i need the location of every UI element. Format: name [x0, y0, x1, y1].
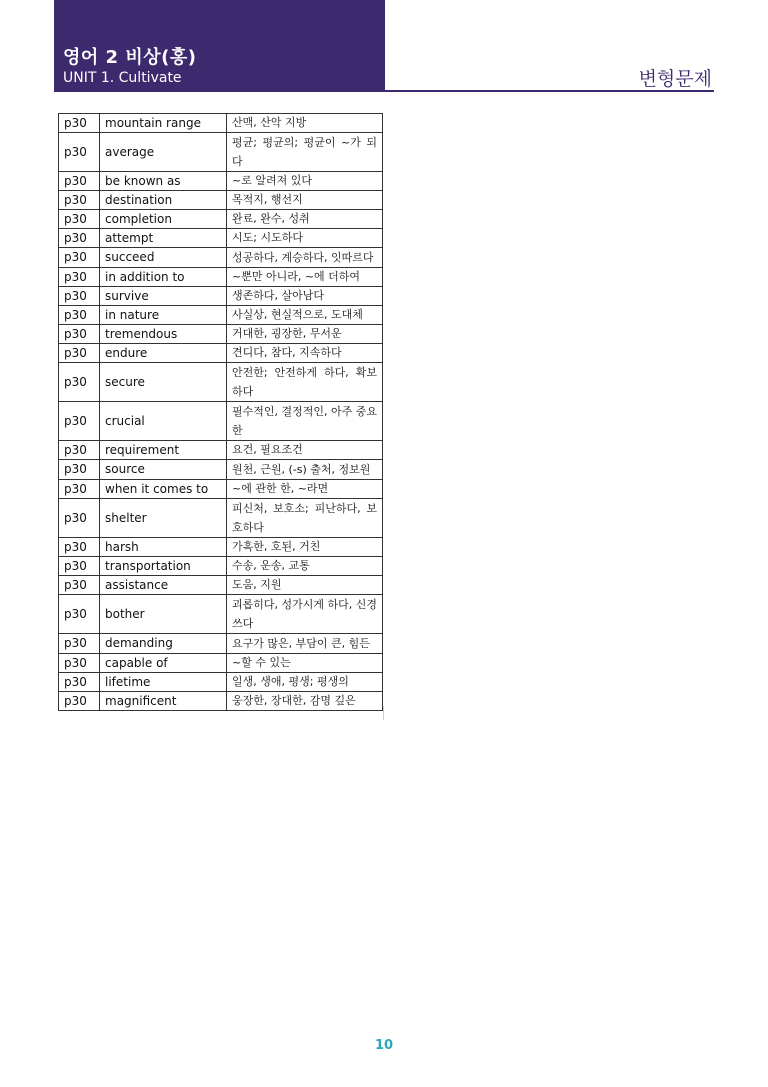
page-cell: p30: [59, 538, 100, 557]
meaning-cell: 도움, 지원: [227, 576, 383, 595]
page-cell: p30: [59, 172, 100, 191]
meaning-cell: ~할 수 있는: [227, 654, 383, 673]
word-cell: destination: [100, 191, 227, 210]
meaning-cell: 요건, 필요조건: [227, 441, 383, 460]
page-cell: p30: [59, 595, 100, 634]
page-cell: p30: [59, 363, 100, 402]
table-row: [59, 557, 383, 576]
page-cell: p30: [59, 634, 100, 654]
meaning-cell: ~로 알려져 있다: [227, 172, 383, 191]
table-row: [59, 114, 383, 133]
page-cell: p30: [59, 576, 100, 595]
meaning-cell: 안전한; 안전하게 하다, 확보하다: [227, 363, 383, 402]
word-cell: bother: [100, 595, 227, 634]
meaning-cell: ~뿐만 아니라, ~에 더하여: [227, 268, 383, 287]
word-cell: endure: [100, 344, 227, 363]
page-cell: p30: [59, 248, 100, 268]
word-cell: source: [100, 460, 227, 480]
table-row: [59, 654, 383, 673]
meaning-cell: 완료, 완수, 성취: [227, 210, 383, 229]
table-row: [59, 325, 383, 344]
table-row: [59, 538, 383, 557]
word-cell: assistance: [100, 576, 227, 595]
word-cell: harsh: [100, 538, 227, 557]
table-row: [59, 499, 383, 538]
table-row: [59, 268, 383, 287]
meaning-cell: 평균; 평균의; 평균이 ~가 되다: [227, 133, 383, 172]
table-row: [59, 306, 383, 325]
meaning-cell: 사실상, 현실적으로, 도대체: [227, 306, 383, 325]
meaning-cell: ~에 관한 한, ~라면: [227, 480, 383, 499]
table-row: [59, 191, 383, 210]
page-cell: p30: [59, 114, 100, 133]
meaning-cell: 가혹한, 호된, 거친: [227, 538, 383, 557]
meaning-cell: 괴롭히다, 성가시게 하다, 신경 쓰다: [227, 595, 383, 634]
table-row: [59, 287, 383, 306]
page-cell: p30: [59, 268, 100, 287]
page-cell: p30: [59, 344, 100, 363]
word-cell: lifetime: [100, 673, 227, 692]
table-row: [59, 248, 383, 268]
table-row: [59, 480, 383, 499]
page-cell: p30: [59, 229, 100, 248]
page-cell: p30: [59, 460, 100, 480]
word-cell: in addition to: [100, 268, 227, 287]
meaning-cell: 피신처, 보호소; 피난하다, 보호하다: [227, 499, 383, 538]
word-cell: in nature: [100, 306, 227, 325]
meaning-cell: 수송, 운송, 교통: [227, 557, 383, 576]
table-row: [59, 692, 383, 711]
word-cell: transportation: [100, 557, 227, 576]
page-cell: p30: [59, 557, 100, 576]
word-cell: crucial: [100, 402, 227, 441]
word-cell: shelter: [100, 499, 227, 538]
page-title: 영어 2 비상(홍): [63, 47, 197, 68]
table-row: [59, 210, 383, 229]
word-cell: when it comes to: [100, 480, 227, 499]
word-cell: secure: [100, 363, 227, 402]
page-cell: p30: [59, 692, 100, 711]
word-cell: average: [100, 133, 227, 172]
meaning-cell: 요구가 많은, 부담이 큰, 힘든: [227, 634, 383, 654]
table-row: [59, 595, 383, 634]
meaning-cell: 일생, 생애, 평생; 평생의: [227, 673, 383, 692]
table-row: [59, 172, 383, 191]
meaning-cell: 견디다, 참다, 지속하다: [227, 344, 383, 363]
table-row: [59, 673, 383, 692]
page-number: 10: [374, 1038, 394, 1053]
table-row: [59, 441, 383, 460]
margin-mark: [383, 706, 384, 720]
table-row: [59, 576, 383, 595]
meaning-cell: 필수적인, 결정적인, 아주 중요한: [227, 402, 383, 441]
meaning-cell: 목적지, 행선지: [227, 191, 383, 210]
page-cell: p30: [59, 402, 100, 441]
page-cell: p30: [59, 499, 100, 538]
section-label: 변형문제: [638, 68, 712, 90]
meaning-cell: 성공하다, 계승하다, 잇따르다: [227, 248, 383, 268]
table-row: [59, 402, 383, 441]
vocab-table-body: [59, 114, 383, 711]
word-cell: attempt: [100, 229, 227, 248]
meaning-cell: 시도; 시도하다: [227, 229, 383, 248]
page-cell: p30: [59, 191, 100, 210]
word-cell: survive: [100, 287, 227, 306]
word-cell: completion: [100, 210, 227, 229]
word-cell: demanding: [100, 634, 227, 654]
table-row: [59, 634, 383, 654]
word-cell: magnificent: [100, 692, 227, 711]
page-cell: p30: [59, 306, 100, 325]
table-row: [59, 344, 383, 363]
table-row: [59, 229, 383, 248]
page-cell: p30: [59, 441, 100, 460]
table-row: [59, 133, 383, 172]
page-cell: p30: [59, 673, 100, 692]
word-cell: tremendous: [100, 325, 227, 344]
word-cell: requirement: [100, 441, 227, 460]
word-cell: mountain range: [100, 114, 227, 133]
word-cell: succeed: [100, 248, 227, 268]
meaning-cell: 산맥, 산악 지방: [227, 114, 383, 133]
word-cell: be known as: [100, 172, 227, 191]
table-row: [59, 460, 383, 480]
vocab-table: [58, 113, 383, 711]
meaning-cell: 생존하다, 살아남다: [227, 287, 383, 306]
unit-subtitle: UNIT 1. Cultivate: [63, 70, 182, 86]
meaning-cell: 원천, 근원, (-s) 출처, 정보원: [227, 460, 383, 480]
meaning-cell: 웅장한, 장대한, 감명 깊은: [227, 692, 383, 711]
table-row: [59, 363, 383, 402]
page-cell: p30: [59, 480, 100, 499]
page-cell: p30: [59, 325, 100, 344]
page-cell: p30: [59, 287, 100, 306]
page-cell: p30: [59, 654, 100, 673]
page-cell: p30: [59, 210, 100, 229]
word-cell: capable of: [100, 654, 227, 673]
meaning-cell: 거대한, 굉장한, 무서운: [227, 325, 383, 344]
page-cell: p30: [59, 133, 100, 172]
